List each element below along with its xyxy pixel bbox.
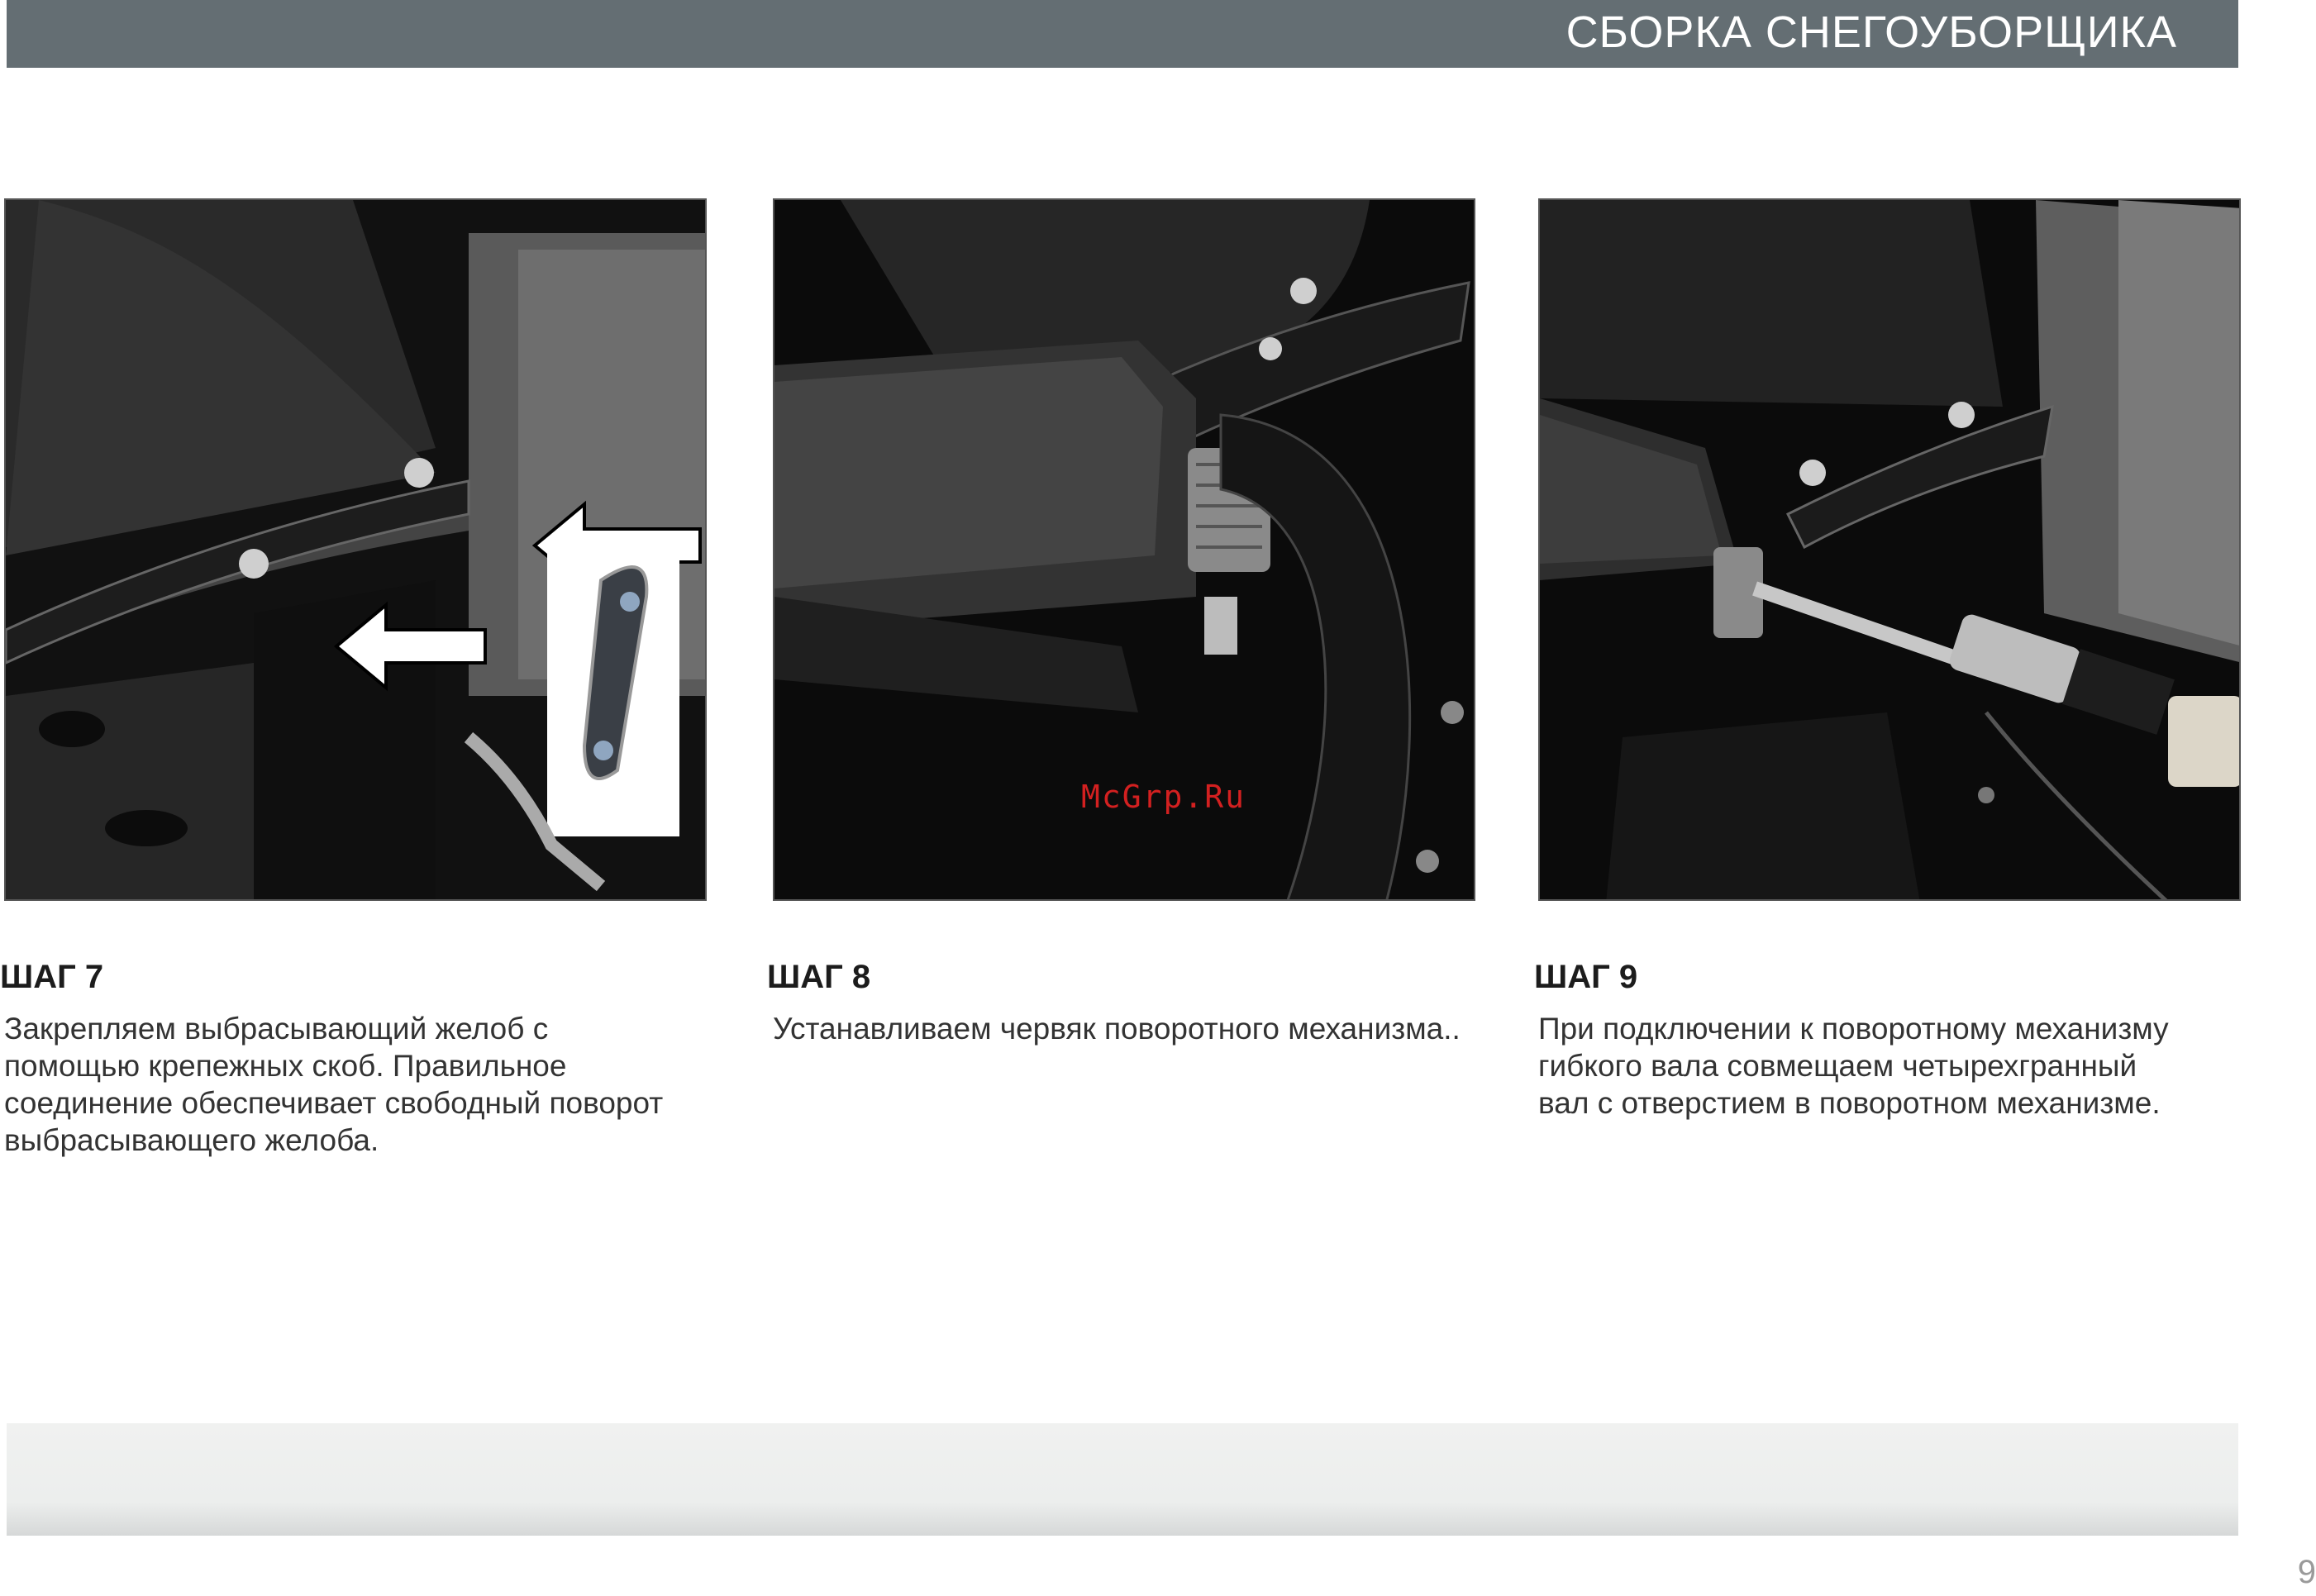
footer-bar [7, 1423, 2238, 1536]
step-7-title: ШАГ 7 [0, 959, 104, 995]
watermark: McGrp.Ru [1081, 779, 1246, 815]
step-9-text-line: При подключении к поворотному механизму [1538, 1012, 2169, 1046]
header-bar [7, 0, 2238, 68]
step-9-photo [1538, 198, 2241, 901]
step-9-text [1538, 1010, 2266, 1122]
step-7-photo [4, 198, 707, 901]
step-8-title: ШАГ 8 [767, 959, 871, 995]
page-title: СБОРКА СНЕГОУБОРЩИКА [1565, 7, 2177, 57]
step-7-text [4, 1010, 731, 1159]
step-8-text-line: Устанавливаем червяк поворотного механизма.. [773, 1012, 1461, 1046]
step-9-text-line: вал с отверстием в поворотном механизме. [1538, 1086, 2161, 1120]
step-7-text-line: соединение обеспечивает свободный поворот [4, 1086, 664, 1120]
step-7-text-line: помощью крепежных скоб. Правильное [4, 1049, 567, 1083]
step-9-title: ШАГ 9 [1534, 959, 1638, 995]
page-number: 9 [2297, 1554, 2316, 1590]
step-7-text-line: Закрепляем выбрасывающий желоб с [4, 1012, 549, 1046]
step-8-text [773, 1010, 1500, 1047]
step-7-text-line: выбрасывающего желоба. [4, 1123, 379, 1157]
step-9-text-line: гибкого вала совмещаем четырехгранный [1538, 1049, 2137, 1083]
